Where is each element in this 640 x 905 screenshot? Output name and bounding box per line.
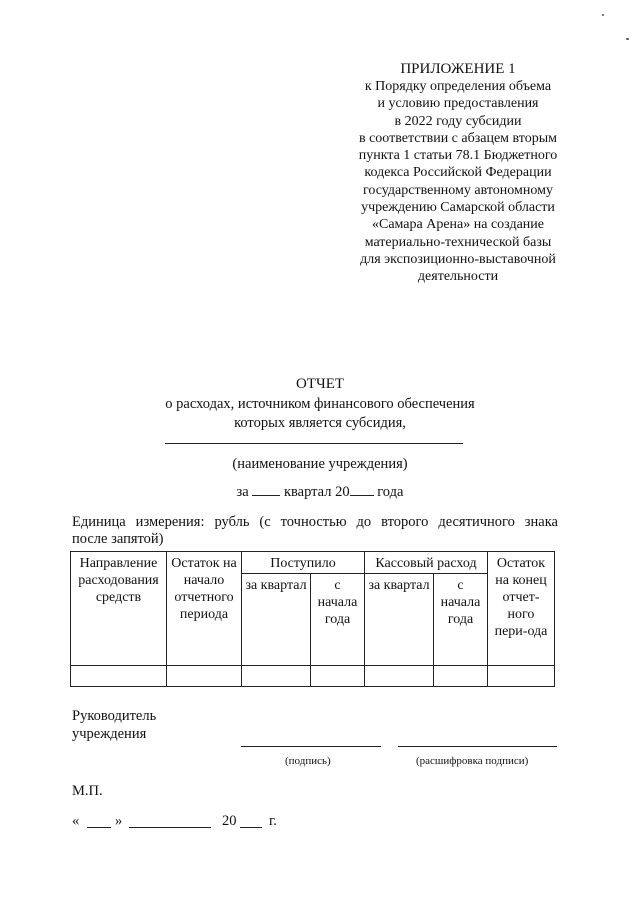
scan-speck xyxy=(626,38,629,40)
annex-line: государственному автономному xyxy=(363,182,553,198)
date-quote-open: « xyxy=(72,813,80,829)
table-cell[interactable] xyxy=(71,666,167,687)
institution-name-field[interactable] xyxy=(165,443,463,444)
header-received: Поступило xyxy=(242,552,365,574)
table-cell[interactable] xyxy=(488,666,555,687)
header-direction: Направление расходования средств xyxy=(71,552,167,666)
date-year-suffix: г. xyxy=(269,813,277,829)
annex-title: ПРИЛОЖЕНИЕ 1 xyxy=(400,61,516,77)
report-table xyxy=(70,551,555,687)
head-label: Руководитель xyxy=(72,708,157,724)
report-title: ОТЧЕТ xyxy=(295,376,345,392)
subheader-received-quarter: за квартал xyxy=(242,574,311,666)
signature-decoding-caption: (расшифровка подписи) xyxy=(416,755,529,767)
table-cell[interactable] xyxy=(365,666,434,687)
institution-name-caption: (наименование учреждения) xyxy=(232,456,408,472)
table-cell[interactable] xyxy=(311,666,365,687)
head-label-continued: учреждения xyxy=(72,726,147,742)
table-cell[interactable] xyxy=(167,666,242,687)
period-suffix: года xyxy=(377,484,404,500)
unit-of-measure: Единица измерения: рубль (с точностью до второго десятичного знака xyxy=(72,514,558,530)
report-subtitle: которых является субсидия, xyxy=(234,415,406,431)
annex-line: пункта 1 статьи 78.1 Бюджетного xyxy=(358,148,558,164)
date-day-field[interactable] xyxy=(87,827,111,828)
annex-line: материально-технической базы xyxy=(364,234,552,250)
header-balance-start: Остаток на начало отчетного периода xyxy=(167,552,242,666)
year-field[interactable] xyxy=(350,483,374,496)
subheader-received-ytd: с начала года xyxy=(311,574,365,666)
report-subtitle: о расходах, источником финансового обеспечения xyxy=(165,396,475,412)
annex-line: и условию предоставления xyxy=(377,96,539,112)
annex-line: в 2022 году субсидии xyxy=(394,113,522,129)
period-quarter-label: квартал 20 xyxy=(283,484,350,500)
period-row xyxy=(0,483,640,501)
signature-field[interactable] xyxy=(241,746,381,747)
annex-line: «Самара Арена» на создание xyxy=(371,217,544,233)
annex-line: деятельности xyxy=(417,269,499,285)
header-balance-end: Остаток на конец отчет-ного пери-ода xyxy=(488,552,555,666)
date-quote-close: » xyxy=(115,813,123,829)
annex-line: в соответствии с абзацем вторым xyxy=(358,130,558,146)
annex-header xyxy=(330,60,586,286)
date-month-field[interactable] xyxy=(129,827,211,828)
unit-of-measure-continued: после запятой) xyxy=(72,531,164,547)
date-year-field[interactable] xyxy=(240,827,262,828)
table-cell[interactable] xyxy=(242,666,311,687)
annex-line: кодекса Российской Федерации xyxy=(364,165,552,181)
quarter-number-field[interactable] xyxy=(252,483,280,496)
subheader-cash-ytd: с начала года xyxy=(434,574,488,666)
annex-line: для экспозиционно-выставочной xyxy=(360,251,556,267)
subheader-cash-quarter: за квартал xyxy=(365,574,434,666)
date-year-prefix: 20 xyxy=(222,813,237,829)
header-cash-expense: Кассовый расход xyxy=(365,552,488,574)
annex-line: учреждению Самарской области xyxy=(361,200,555,216)
table-cell[interactable] xyxy=(434,666,488,687)
stamp-label: М.П. xyxy=(72,783,103,799)
period-prefix: за xyxy=(236,484,249,500)
signature-caption: (подпись) xyxy=(285,755,331,767)
annex-line: к Порядку определения объема xyxy=(364,79,552,94)
scan-speck xyxy=(602,14,604,16)
signature-decoding-field[interactable] xyxy=(398,746,557,747)
